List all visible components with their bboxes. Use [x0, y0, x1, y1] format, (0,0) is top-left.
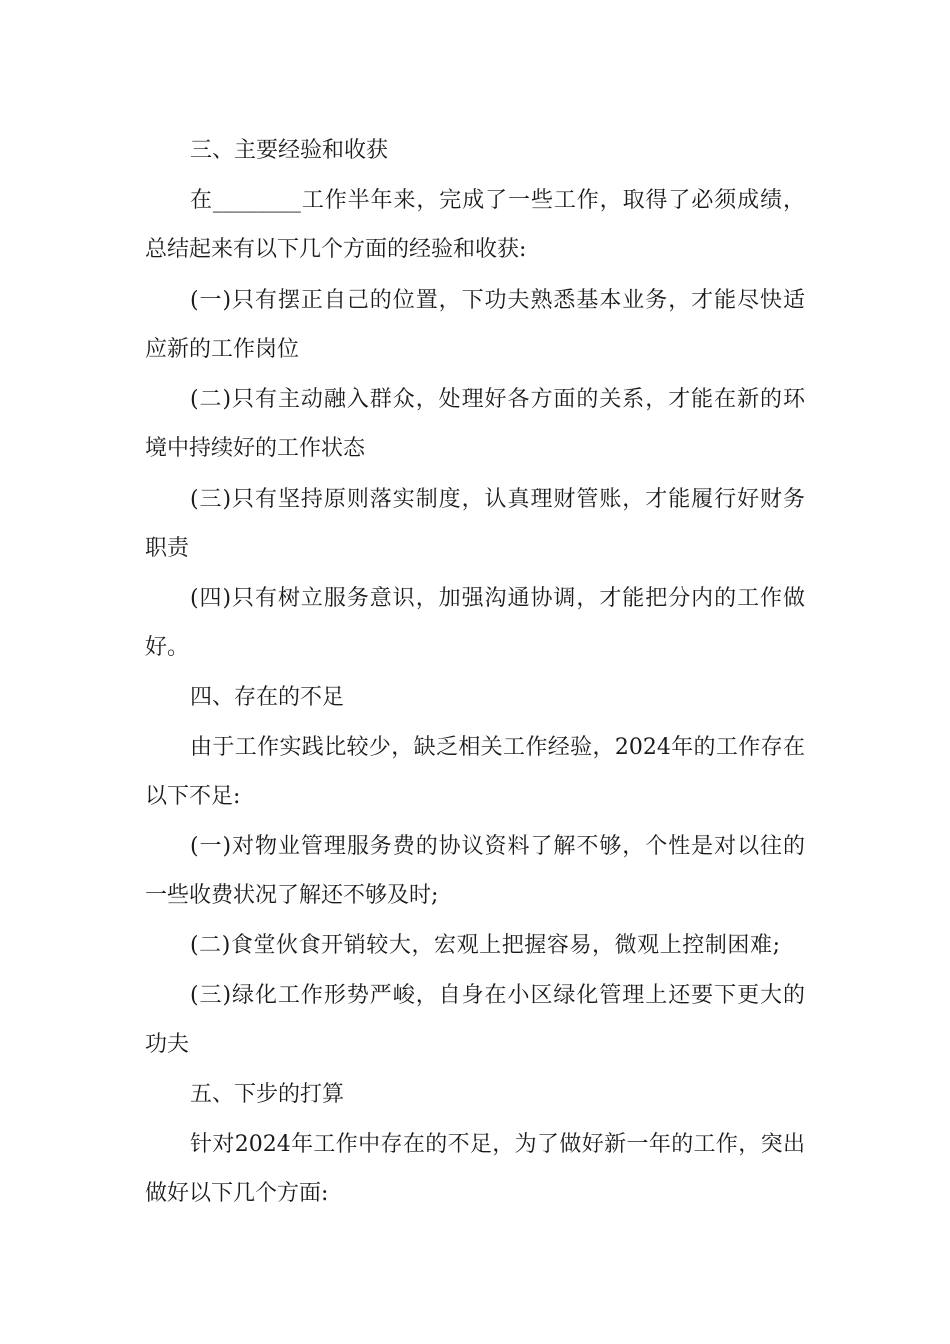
- paragraph-line: 做好以下几个方面:: [145, 1181, 329, 1206]
- section-heading-shortcomings: 四、存在的不足: [190, 685, 345, 710]
- paragraph-line: 由于工作实践比较少，缺乏相关工作经验，2024年的工作存在: [190, 735, 805, 760]
- list-item-line: (三)绿化工作形势严峻，自身在小区绿化管理上还要下更大的: [190, 983, 805, 1008]
- paragraph-line: 针对2024年工作中存在的不足，为了做好新一年的工作，突出: [190, 1132, 805, 1157]
- paragraph-line: 总结起来有以下几个方面的经验和收获:: [145, 237, 527, 262]
- list-item-line: (二)只有主动融入群众，处理好各方面的关系，才能在新的环: [190, 387, 805, 412]
- section-heading-next-steps: 五、下步的打算: [190, 1082, 345, 1107]
- list-item-line: 境中持续好的工作状态: [145, 436, 366, 461]
- paragraph-line: 以下不足:: [145, 784, 241, 809]
- list-item-line: 功夫: [145, 1032, 190, 1057]
- list-item-line: (一)只有摆正自己的位置，下功夫熟悉基本业务，才能尽快适: [190, 288, 805, 313]
- list-item-line: (三)只有坚持原则落实制度，认真理财管账，才能履行好财务: [190, 487, 805, 512]
- paragraph-line: 在________工作半年来，完成了一些工作，取得了必须成绩，: [190, 188, 805, 213]
- list-item-line: 好。: [145, 635, 190, 660]
- list-item-line: 一些收费状况了解还不够及时;: [145, 883, 439, 908]
- list-item-line: 职责: [145, 536, 190, 561]
- list-item-line: (一)对物业管理服务费的协议资料了解不够，个性是对以往的: [190, 834, 805, 859]
- list-item-line: (四)只有树立服务意识，加强沟通协调，才能把分内的工作做: [190, 586, 805, 611]
- list-item-line: 应新的工作岗位: [145, 337, 300, 362]
- section-heading-experience: 三、主要经验和收获: [190, 138, 389, 163]
- list-item-line: (二)食堂伙食开销较大，宏观上把握容易，微观上控制困难;: [190, 933, 780, 958]
